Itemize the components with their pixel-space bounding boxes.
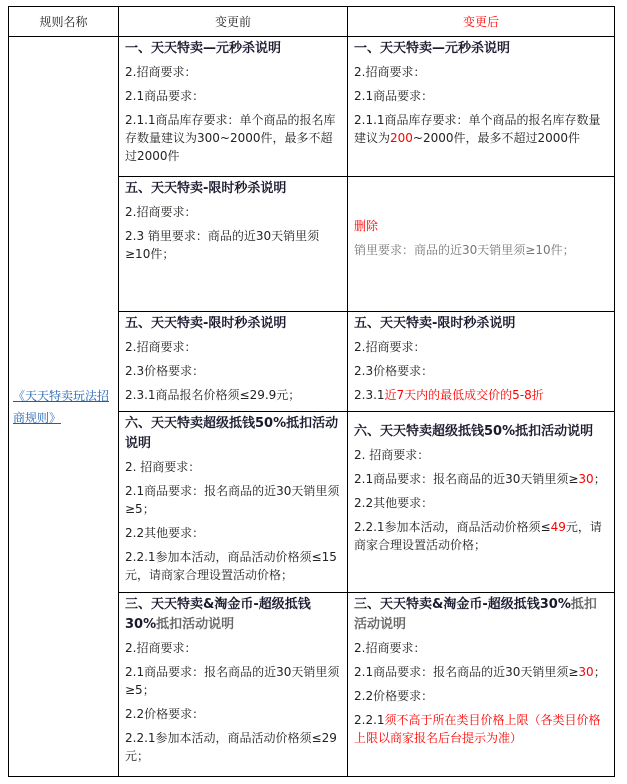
text: ；: [593, 665, 606, 679]
text-line: 2.招商要求：: [354, 641, 426, 655]
after-cell: [348, 37, 615, 177]
changed-value: 30: [578, 665, 594, 679]
text: 元，请商家合理设置活动价格；: [354, 520, 602, 552]
rule-name-cell: [9, 37, 119, 777]
text-line: 2.3价格要求：: [354, 364, 434, 378]
text: 2.1商品要求：报名商品的近30天销里须≥: [354, 665, 579, 679]
text-line: 2. 招商要求：: [354, 448, 430, 462]
text-line: 2.招商要求：: [125, 65, 197, 79]
section-heading: 六、天天特卖超级抵钱50%抵扣活动说明: [125, 416, 339, 451]
deleted-text: 销里要求：商品的近30天销里须≥10件；: [354, 243, 575, 257]
after-cell: [348, 412, 615, 593]
section-heading: 一、天天特卖—元秒杀说明: [125, 41, 282, 56]
text-line: 2.招商要求：: [125, 340, 197, 354]
heading-text: 三、天天特卖&淘金币-超级抵钱30%: [125, 597, 311, 632]
before-cell: [119, 412, 348, 593]
deleted-label: 删除: [354, 219, 379, 233]
heading-text-gray: 抵扣活动说明: [156, 617, 235, 632]
text-line: 2.3价格要求：: [125, 364, 205, 378]
heading-text: 三、天天特卖&淘金币-超级抵钱30%: [354, 597, 571, 612]
before-cell: [119, 312, 348, 412]
text-line: [354, 386, 608, 404]
text-line: 2. 招商要求：: [125, 460, 201, 474]
after-cell: [348, 177, 615, 312]
section-heading: 五、天天特卖-限时秒杀说明: [354, 316, 516, 331]
header-before: 变更前: [119, 7, 348, 37]
text-line: 2.1商品要求：报名商品的近30天销里须≥5；: [125, 484, 340, 516]
section-heading: 五、天天特卖-限时秒杀说明: [125, 181, 287, 196]
text: 2.1商品要求：报名商品的近30天销里须≥: [354, 472, 579, 486]
changed-value: 200: [390, 131, 413, 145]
text: 2.2.1参加本活动，商品活动价格须≤: [354, 520, 551, 534]
text-line: 2.招商要求：: [354, 340, 426, 354]
after-cell: [348, 312, 615, 412]
text-line: 2.2价格要求：: [354, 689, 434, 703]
text: 2.1.1商品库存要求：单个商品的报名库存数量建议为: [354, 113, 601, 145]
text-line: [354, 470, 608, 488]
header-row: [9, 7, 615, 37]
section-heading: 一、天天特卖—元秒杀说明: [354, 41, 511, 56]
heading-text-gray: 抵扣活动说明: [354, 597, 597, 632]
text-line: [354, 663, 608, 681]
text-line: 2.招商要求：: [125, 641, 197, 655]
changed-value: 49: [550, 520, 566, 534]
text-line: 2.招商要求：: [354, 65, 426, 79]
text-line: 2.招商要求：: [125, 205, 197, 219]
section-heading: 六、天天特卖超级抵钱50%抵扣活动说明: [354, 424, 594, 439]
changed-value: 须不高于所在类目价格上限（各类目价格上限以商家报名后台提示为准）: [354, 713, 601, 745]
text: 2.2.1: [354, 713, 385, 727]
changed-value: 近7天内的最低成交价的5-8折: [384, 388, 544, 402]
text-line: 2.1.1商品库存要求：单个商品的报名库存数量建议为300~2000件，最多不超过2000件: [125, 113, 336, 163]
text-line: 2.1商品要求：: [125, 89, 205, 103]
text-line: [354, 711, 608, 747]
text: ~2000件，最多不超过2000件: [412, 131, 581, 145]
text-line: 2.2其他要求：: [354, 496, 434, 510]
header-after: 变更后: [348, 7, 615, 37]
text-line: 2.3 销里要求：商品的近30天销里须≥10件；: [125, 229, 320, 261]
section-heading: 五、天天特卖-限时秒杀说明: [125, 316, 287, 331]
before-cell: [119, 593, 348, 777]
text: ；: [593, 472, 606, 486]
before-cell: [119, 37, 348, 177]
text-line: 2.2价格要求：: [125, 707, 205, 721]
text: 2.3.1: [354, 388, 385, 402]
after-cell: [348, 593, 615, 777]
text-line: 2.1商品要求：报名商品的近30天销里须≥5；: [125, 665, 340, 697]
section-heading: [125, 595, 341, 635]
before-cell: [119, 177, 348, 312]
table-row: [9, 37, 615, 177]
header-rule-name: 规则名称: [9, 7, 119, 37]
rule-link[interactable]: 《天天特卖玩法招商规则》: [13, 388, 110, 425]
text-line: 2.2其他要求：: [125, 526, 205, 540]
text-line: 2.1商品要求：: [354, 89, 434, 103]
rule-change-table: [8, 6, 615, 777]
text-line: 2.3.1商品报名价格须≤29.9元；: [125, 388, 301, 402]
text-line: 2.2.1参加本活动，商品活动价格须≤15元，请商家合理设置活动价格；: [125, 550, 337, 582]
section-heading: [354, 595, 608, 635]
text-line: 2.2.1参加本活动，商品活动价格须≤29元；: [125, 731, 337, 763]
text-line: [354, 111, 608, 147]
text-line: [354, 518, 608, 554]
changed-value: 30: [578, 472, 594, 486]
